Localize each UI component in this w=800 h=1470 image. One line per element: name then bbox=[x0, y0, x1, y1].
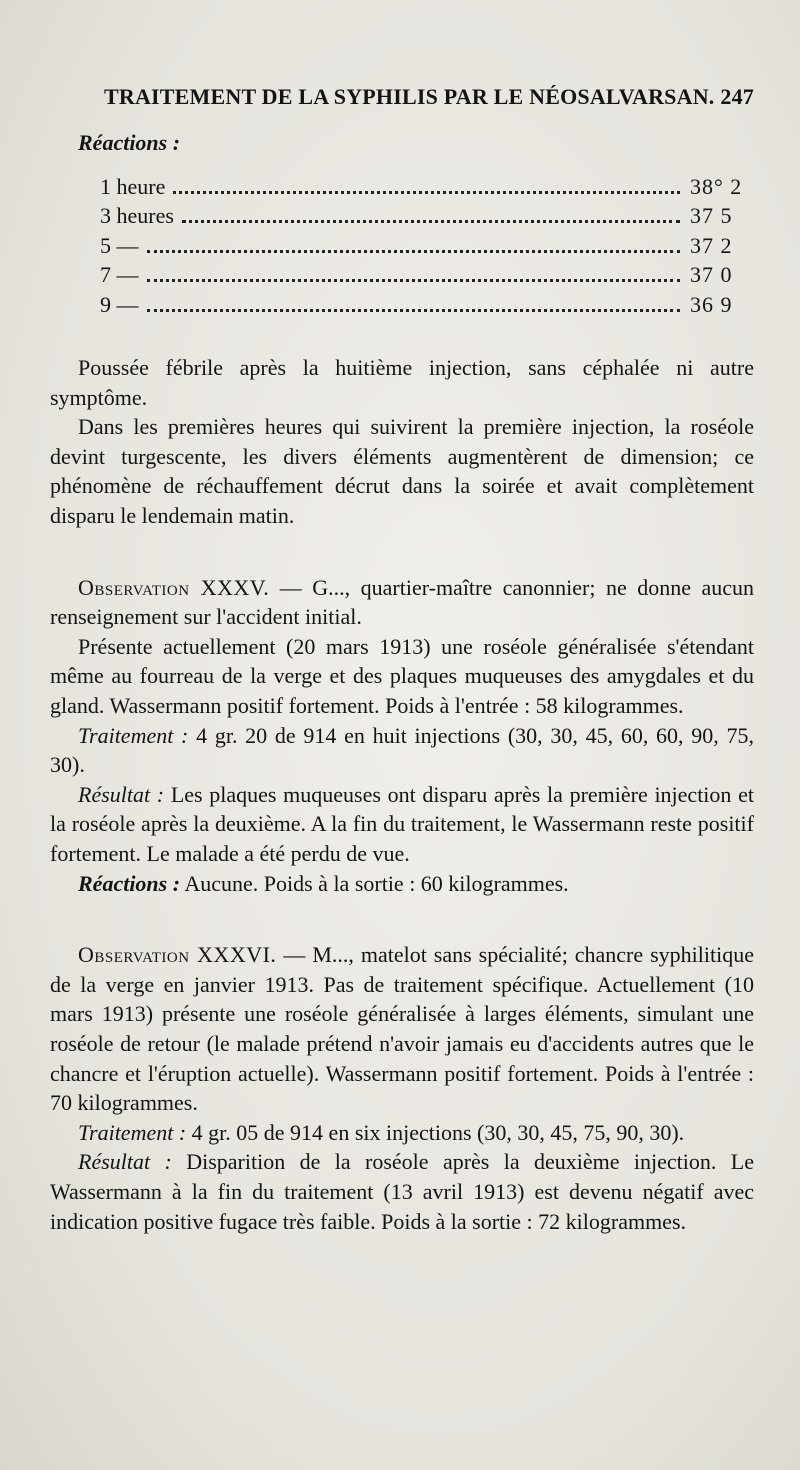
treatment-label: Traitement : bbox=[78, 722, 189, 748]
reaction-row bbox=[100, 172, 764, 202]
reaction-row bbox=[100, 290, 764, 320]
reaction-temperature: 36 9 bbox=[690, 291, 733, 317]
page-body bbox=[50, 128, 754, 1236]
observation-35-intro bbox=[50, 573, 754, 632]
observation-36-treatment bbox=[50, 1118, 754, 1148]
reaction-time: 1 heure bbox=[100, 173, 166, 199]
dot-leader bbox=[173, 191, 680, 194]
reaction-temperature: 38° 2 bbox=[690, 173, 743, 199]
reaction-temperature: 37 5 bbox=[690, 203, 733, 229]
observation-35-treatment bbox=[50, 721, 754, 780]
reaction-time: 5 — bbox=[100, 232, 139, 258]
result-label: Résultat : bbox=[78, 781, 165, 807]
reactions-text: Aucune. Poids à la sortie : 60 kilogrammes. bbox=[180, 870, 569, 896]
observation-35-title: Observation XXXV. bbox=[78, 574, 270, 600]
reaction-time: 9 — bbox=[100, 291, 139, 317]
treatment-text: 4 gr. 20 de 914 en huit injections (30, 30, 45, 60, 60, 90, 75, 30). bbox=[50, 722, 754, 778]
dot-leader bbox=[147, 279, 681, 282]
roseola-paragraph: Dans les premières heures qui suivirent la première injection, la roséole devint turgescente, les divers éléments augmentèrent de dimension; ce phénomène de réchauffement décrut dans la soirée et avait complètement disparu le lendemain matin. bbox=[50, 414, 754, 529]
observation-36-intro-text: — M..., matelot sans spécialité; chancre syphilitique de la verge en janvier 1913. Pas de traitement spécifique. Actuellement (10 mars 1913) présente une roséole généralisée à larges éléments, simulant une roséole de retour (le malade prétend n'avoir jamais eu d'accidents autres que le chancre et l'éruption actuelle). Wassermann positif fortement. Poids à l'entrée : 70 kilogrammes. bbox=[50, 942, 754, 1116]
observation-36-title: Observation XXXVI. bbox=[78, 942, 277, 968]
observation-35-result bbox=[50, 780, 754, 869]
result-label: Résultat : bbox=[78, 1149, 172, 1175]
fever-paragraph: Poussée fébrile après la huitième injection, sans céphalée ni autre symptôme. bbox=[50, 355, 754, 410]
dot-leader bbox=[182, 220, 680, 223]
reaction-time: 3 heures bbox=[100, 203, 174, 229]
treatment-text: 4 gr. 05 de 914 en six injections (30, 30, 45, 75, 90, 30). bbox=[186, 1119, 685, 1145]
running-title: TRAITEMENT DE LA SYPHILIS PAR LE NÉOSALVARSAN. bbox=[104, 84, 715, 109]
dot-leader bbox=[147, 309, 681, 312]
observation-36-result bbox=[50, 1147, 754, 1236]
observation-35-intro-text: — G..., quartier-maître canonnier; ne donne aucun renseignement sur l'accident initial. bbox=[50, 574, 754, 630]
reaction-time: 7 — bbox=[100, 262, 139, 288]
observation-35-presentation: Présente actuellement (20 mars 1913) une roséole généralisée s'étendant même au fourreau de la verge et des plaques muqueuses des amygdales et du gland. Wassermann positif fortement. Poids à l'entrée : 58 kilogrammes. bbox=[50, 633, 754, 719]
reactions-label: Réactions : bbox=[78, 870, 181, 896]
page-number: 247 bbox=[720, 84, 754, 109]
running-header bbox=[104, 84, 754, 110]
reaction-temperature: 37 2 bbox=[690, 232, 733, 258]
reaction-row bbox=[100, 231, 764, 261]
reaction-temperature: 37 0 bbox=[690, 262, 733, 288]
reaction-row bbox=[100, 260, 764, 290]
observation-36-intro bbox=[50, 940, 754, 1118]
result-text: Les plaques muqueuses ont disparu après la première injection et la roséole après la deuxième. A la fin du traitement, le Wassermann reste positif fortement. Le malade a été perdu de vue. bbox=[50, 781, 754, 866]
reaction-row bbox=[100, 201, 764, 231]
reactions-heading: Réactions : bbox=[78, 130, 181, 155]
result-text: Disparition de la roséole après la deuxième injection. Le Wassermann à la fin du traitement (13 avril 1913) est devenu négatif avec indication positive fugace très faible. Poids à la sortie : 72 kilogrammes. bbox=[50, 1149, 754, 1234]
observation-35-reactions bbox=[50, 869, 754, 899]
reactions-table bbox=[100, 172, 764, 320]
treatment-label: Traitement : bbox=[78, 1119, 187, 1145]
dot-leader bbox=[147, 250, 681, 253]
